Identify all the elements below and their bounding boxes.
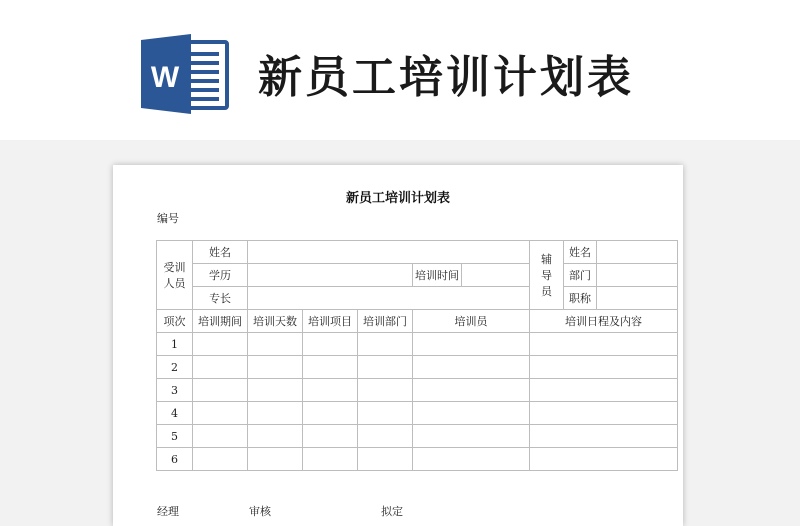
trainee-name-label: 姓名 (193, 241, 248, 264)
cell-trainer[interactable] (413, 448, 530, 471)
cell-department[interactable] (358, 356, 413, 379)
tutor-title-label: 职称 (564, 287, 597, 310)
cell-days[interactable] (248, 333, 303, 356)
header-schedule-content: 培训日程及内容 (530, 310, 678, 333)
footer-draft-label: 拟定 (381, 505, 403, 518)
cell-project[interactable] (303, 356, 358, 379)
cell-project[interactable] (303, 448, 358, 471)
cell-department[interactable] (358, 333, 413, 356)
tutor-name-value[interactable] (597, 241, 678, 264)
cell-project[interactable] (303, 402, 358, 425)
cell-trainer[interactable] (413, 379, 530, 402)
training-plan-table (156, 240, 678, 471)
cell-period[interactable] (193, 356, 248, 379)
row-number: 5 (157, 425, 193, 448)
trainee-major-value[interactable] (248, 287, 530, 310)
tutor-group-label: 辅 导 员 (530, 241, 564, 310)
trainee-row-3 (157, 287, 678, 310)
table-row (157, 448, 678, 471)
footer-review-label: 审核 (249, 505, 271, 518)
page-title: 新员工培训计划表 (258, 52, 634, 103)
training-time-value[interactable] (462, 264, 530, 287)
word-letter: W (150, 61, 180, 94)
header-days: 培训天数 (248, 310, 303, 333)
cell-department[interactable] (358, 402, 413, 425)
tutor-title-value[interactable] (597, 287, 678, 310)
header-project: 培训项目 (303, 310, 358, 333)
trainee-row-1 (157, 241, 678, 264)
cell-trainer[interactable] (413, 333, 530, 356)
table-row (157, 379, 678, 402)
cell-content[interactable] (530, 333, 678, 356)
row-number: 2 (157, 356, 193, 379)
cell-period[interactable] (193, 379, 248, 402)
cell-days[interactable] (248, 425, 303, 448)
cell-days[interactable] (248, 402, 303, 425)
cell-days[interactable] (248, 356, 303, 379)
trainee-education-value[interactable] (248, 264, 413, 287)
cell-period[interactable] (193, 448, 248, 471)
cell-department[interactable] (358, 379, 413, 402)
document-page (113, 165, 683, 526)
row-number: 4 (157, 402, 193, 425)
document-title: 新员工培训计划表 (345, 191, 450, 206)
serial-number-label: 编号 (157, 212, 179, 225)
header-item-no: 项次 (157, 310, 193, 333)
cell-trainer[interactable] (413, 356, 530, 379)
trainee-education-label: 学历 (193, 264, 248, 287)
cell-content[interactable] (530, 448, 678, 471)
cell-content[interactable] (530, 379, 678, 402)
cell-period[interactable] (193, 425, 248, 448)
cell-period[interactable] (193, 402, 248, 425)
table-row (157, 402, 678, 425)
tutor-department-label: 部门 (564, 264, 597, 287)
trainee-name-value[interactable] (248, 241, 530, 264)
cell-project[interactable] (303, 379, 358, 402)
header-trainer: 培训员 (413, 310, 530, 333)
table-row (157, 356, 678, 379)
footer-manager-label: 经理 (157, 505, 179, 518)
table-row (157, 333, 678, 356)
word-doc-icon (141, 34, 231, 114)
cell-content[interactable] (530, 356, 678, 379)
cell-content[interactable] (530, 402, 678, 425)
tutor-department-value[interactable] (597, 264, 678, 287)
tutor-name-label: 姓名 (564, 241, 597, 264)
trainee-row-2 (157, 264, 678, 287)
training-time-label: 培训时间 (413, 264, 462, 287)
row-number: 1 (157, 333, 193, 356)
row-number: 6 (157, 448, 193, 471)
cell-project[interactable] (303, 425, 358, 448)
header-department: 培训部门 (358, 310, 413, 333)
cell-department[interactable] (358, 448, 413, 471)
trainee-major-label: 专长 (193, 287, 248, 310)
header-band (0, 0, 800, 140)
trainee-group-label: 受训 人员 (157, 241, 193, 310)
cell-period[interactable] (193, 333, 248, 356)
cell-project[interactable] (303, 333, 358, 356)
header-period: 培训期间 (193, 310, 248, 333)
cell-days[interactable] (248, 448, 303, 471)
row-number: 3 (157, 379, 193, 402)
cell-trainer[interactable] (413, 402, 530, 425)
cell-trainer[interactable] (413, 425, 530, 448)
cell-department[interactable] (358, 425, 413, 448)
table-row (157, 425, 678, 448)
schedule-header-row (157, 310, 678, 333)
cell-content[interactable] (530, 425, 678, 448)
cell-days[interactable] (248, 379, 303, 402)
